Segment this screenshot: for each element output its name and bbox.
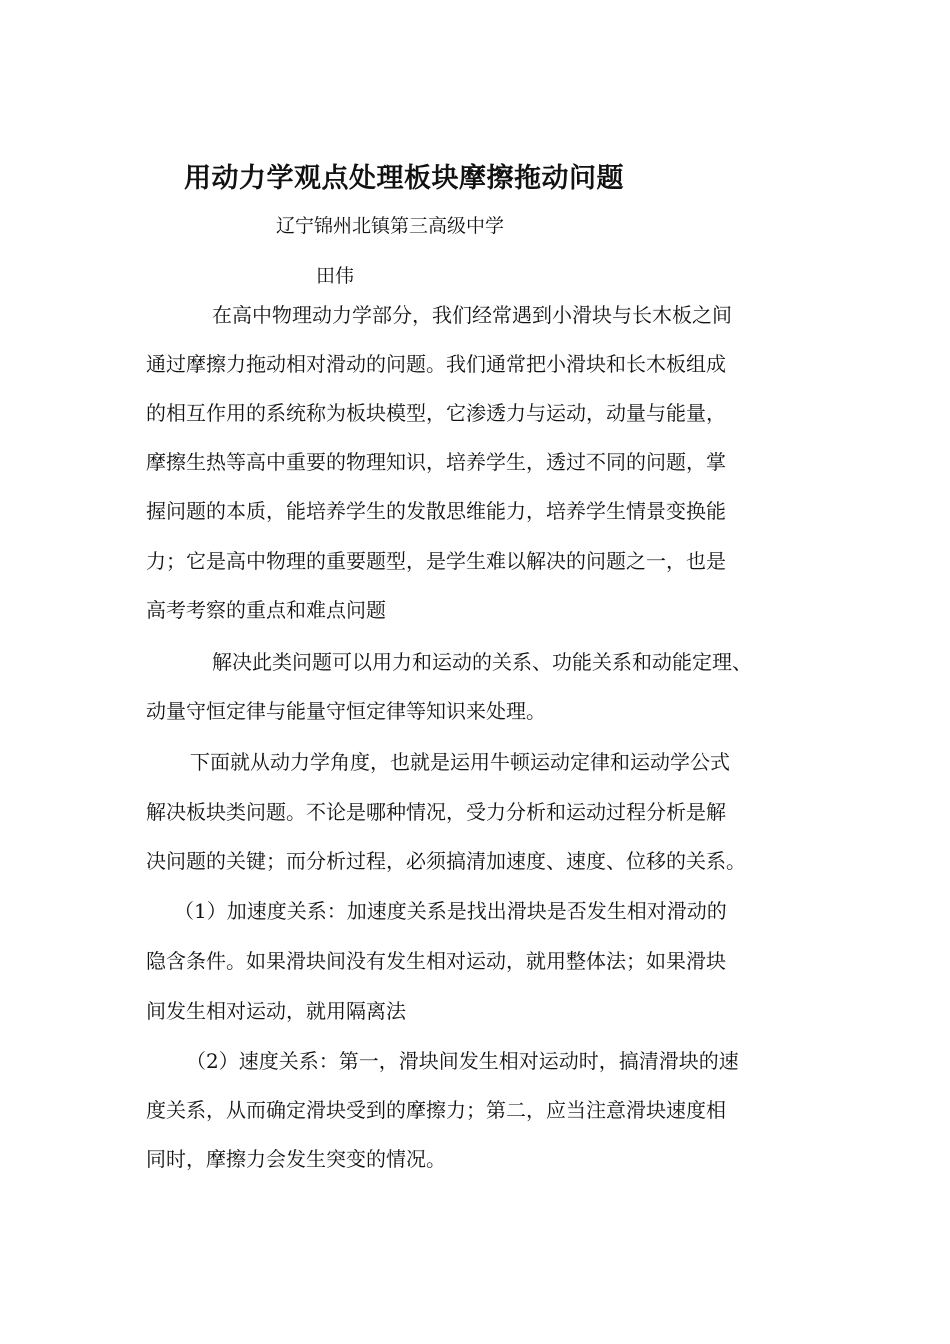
body-line: （2）速度关系：第一，滑块间发生相对运动时，搞清滑块的速 — [186, 1049, 739, 1073]
body-line: 度关系，从而确定滑块受到的摩擦力；第二，应当注意滑块速度相 — [146, 1098, 726, 1122]
body-line: 下面就从动力学角度，也就是运用牛顿运动定律和运动学公式 — [190, 750, 730, 774]
body-line: 握问题的本质，能培养学生的发散思维能力，培养学生情景变换能 — [146, 499, 726, 523]
school-name: 辽宁锦州北镇第三高级中学 — [276, 215, 505, 237]
body-line: 解决此类问题可以用力和运动的关系、功能关系和动能定理、 — [212, 650, 752, 674]
body-line: 间发生相对运动，就用隔离法 — [146, 999, 406, 1023]
body-line: 隐含条件。如果滑块间没有发生相对运动，就用整体法；如果滑块 — [146, 949, 726, 973]
body-line: 力；它是高中物理的重要题型，是学生难以解决的问题之一，也是 — [146, 549, 726, 573]
body-line: 决问题的关键；而分析过程，必须搞清加速度、速度、位移的关系。 — [146, 849, 746, 873]
body-line: 的相互作用的系统称为板块模型，它渗透力与运动，动量与能量， — [146, 401, 726, 425]
body-line: 解决板块类问题。不论是哪种情况，受力分析和运动过程分析是解 — [146, 800, 726, 824]
body-line: 动量守恒定律与能量守恒定律等知识来处理。 — [146, 699, 546, 723]
document-title: 用动力学观点处理板块摩擦拖动问题 — [184, 163, 624, 194]
body-line: 通过摩擦力拖动相对滑动的问题。我们通常把小滑块和长木板组成 — [146, 352, 726, 376]
body-line: 摩擦生热等高中重要的物理知识，培养学生，透过不同的问题，掌 — [146, 450, 726, 474]
body-line: 同时，摩擦力会发生突变的情况。 — [146, 1147, 446, 1171]
body-line: （1）加速度关系：加速度关系是找出滑块是否发生相对滑动的 — [174, 899, 727, 923]
body-line: 在高中物理动力学部分，我们经常遇到小滑块与长木板之间 — [212, 303, 732, 327]
author-name: 田伟 — [316, 265, 355, 287]
body-line: 高考考察的重点和难点问题 — [146, 598, 386, 622]
